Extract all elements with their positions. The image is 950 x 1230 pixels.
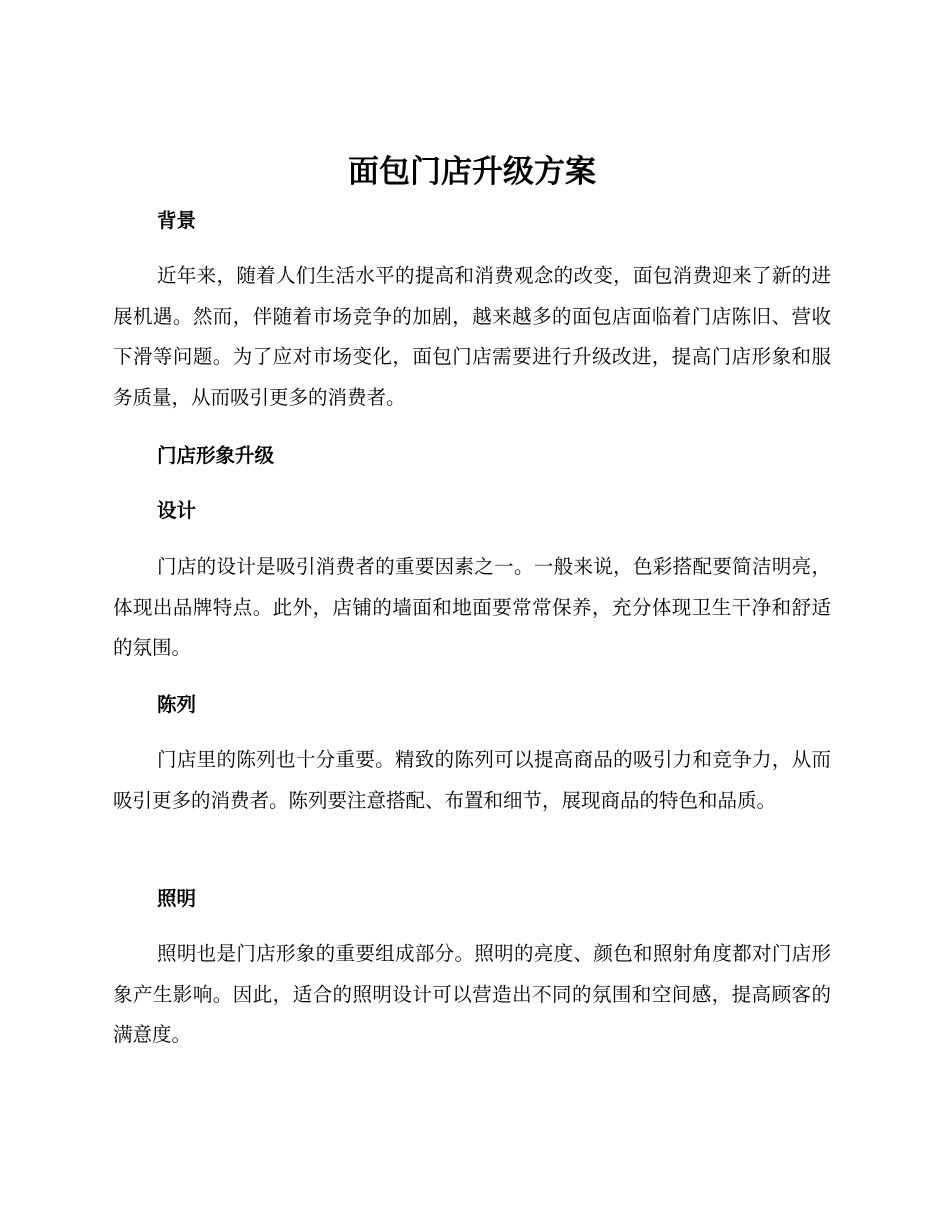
section-heading-display: 陈列 (157, 693, 197, 716)
document-title: 面包门店升级方案 (348, 154, 596, 190)
paragraph-lighting: 照明也是门店形象的重要组成部分。照明的亮度、颜色和照射角度都对门店形象产生影响。因此，适合的照明设计可以营造出不同的氛围和空间感，提高顾客的满意度。 (113, 942, 831, 1046)
section-heading-background: 背景 (157, 209, 197, 232)
paragraph-background: 近年来，随着人们生活水平的提高和消费观念的改变，面包消费迎来了新的进展机遇。然而，伴随着市场竞争的加剧，越来越多的面包店面临着门店陈旧、营收下滑等问题。为了应对市场变化，面包门店需要进行升级改进，提高门店形象和服务质量，从而吸引更多的消费者。 (113, 264, 831, 409)
paragraph-design: 门店的设计是吸引消费者的重要因素之一。一般来说，色彩搭配要简洁明亮，体现出品牌特点。此外，店铺的墙面和地面要常常保养，充分体现卫生干净和舒适的氛围。 (113, 555, 831, 659)
paragraph-display: 门店里的陈列也十分重要。精致的陈列可以提高商品的吸引力和竞争力，从而吸引更多的消费者。陈列要注意搭配、布置和细节，展现商品的特色和品质。 (113, 748, 831, 812)
section-heading-design: 设计 (157, 499, 197, 522)
section-heading-lighting: 照明 (157, 887, 197, 910)
section-heading-store-image-upgrade: 门店形象升级 (157, 444, 275, 467)
